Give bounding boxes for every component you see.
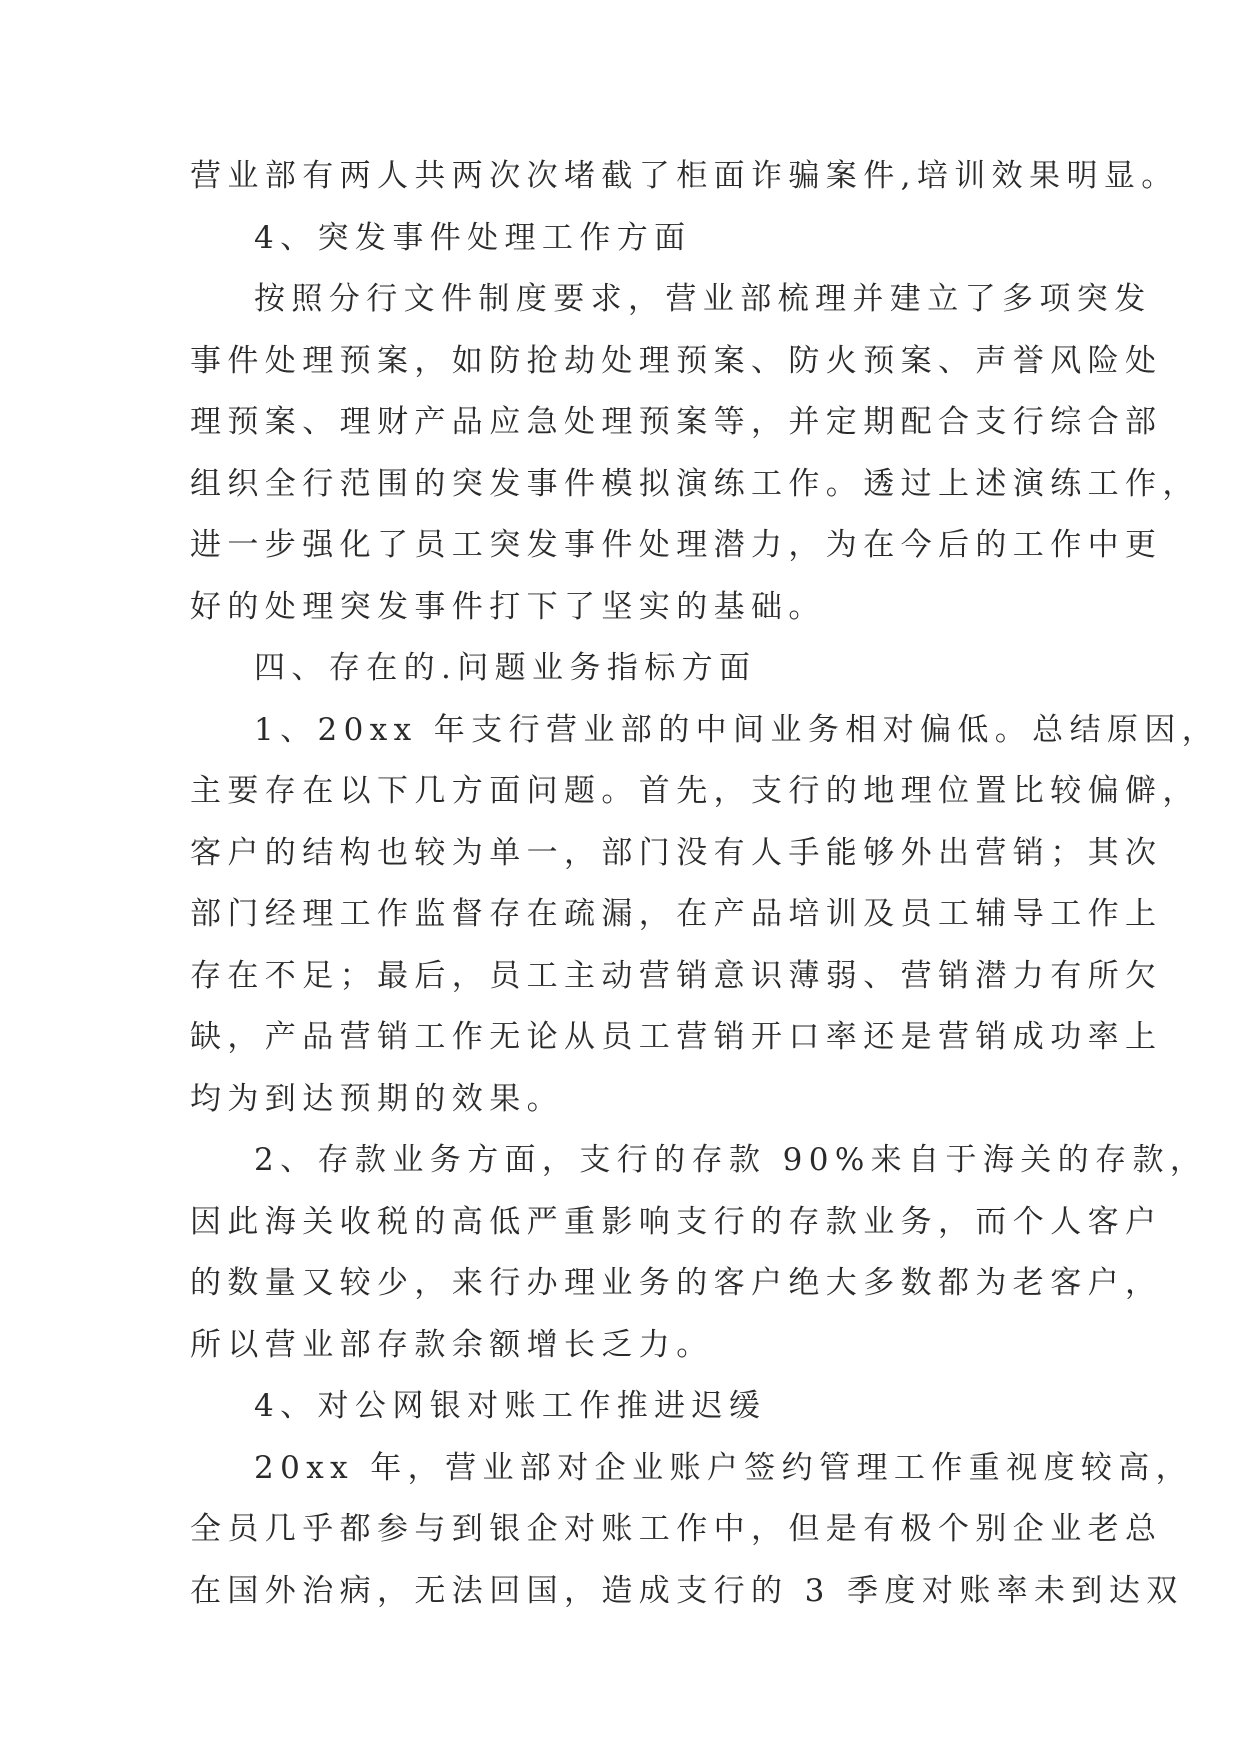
text-line: 进一步强化了员工突发事件处理潜力，为在今后的工作中更 (190, 527, 1163, 563)
section-heading: 4、对公网银对账工作推进迟缓 (254, 1388, 767, 1424)
text-line: 组织全行范围的突发事件模拟演练工作。透过上述演练工作， (190, 465, 1200, 502)
text-line: 所以营业部存款余额增长乏力。 (190, 1326, 714, 1363)
text-line: 主要存在以下几方面问题。首先，支行的地理位置比较偏僻， (190, 773, 1200, 809)
text-line: 营业部有两人共两次次堵截了柜面诈骗案件,培训效果明显。 (190, 158, 1179, 194)
text-line: 因此海关收税的高低严重影响支行的存款业务，而个人客户 (190, 1203, 1163, 1240)
text-line: 事件处理预案，如防抢劫处理预案、防火预案、声誉风险处 (190, 342, 1163, 379)
text-line: 好的处理突发事件打下了坚实的基础。 (190, 588, 826, 625)
text-line: 在国外治病，无法回国，造成支行的 3 季度对账率未到达双 (190, 1572, 1184, 1609)
text-line: 理预案、理财产品应急处理预案等，并定期配合支行综合部 (190, 404, 1163, 440)
text-line: 全员几乎都参与到银企对账工作中，但是有极个别企业老总 (190, 1511, 1163, 1547)
text-line: 2、存款业务方面，支行的存款 90%来自于海关的存款， (254, 1142, 1208, 1178)
section-heading: 4、突发事件处理工作方面 (254, 219, 692, 256)
text-line: 1、20xx 年支行营业部的中间业务相对偏低。总结原因， (254, 711, 1220, 748)
section-heading: 四、存在的.问题业务指标方面 (254, 650, 757, 686)
text-line: 按照分行文件制度要求，营业部梳理并建立了多项突发 (254, 281, 1152, 317)
text-line: 存在不足；最后，员工主动营销意识薄弱、营销潜力有所欠 (190, 957, 1163, 994)
text-line: 部门经理工作监督存在疏漏，在产品培训及员工辅导工作上 (190, 896, 1163, 932)
text-line: 20xx 年，营业部对企业账户签约管理工作重视度较高， (254, 1449, 1194, 1486)
document-body (190, 146, 1220, 1622)
text-line: 的数量又较少，来行办理业务的客户绝大多数都为老客户， (190, 1265, 1163, 1301)
text-line: 缺，产品营销工作无论从员工营销开口率还是营销成功率上 (190, 1019, 1163, 1055)
text-line: 客户的结构也较为单一，部门没有人手能够外出营销；其次 (190, 834, 1163, 871)
text-line: 均为到达预期的效果。 (190, 1080, 564, 1117)
